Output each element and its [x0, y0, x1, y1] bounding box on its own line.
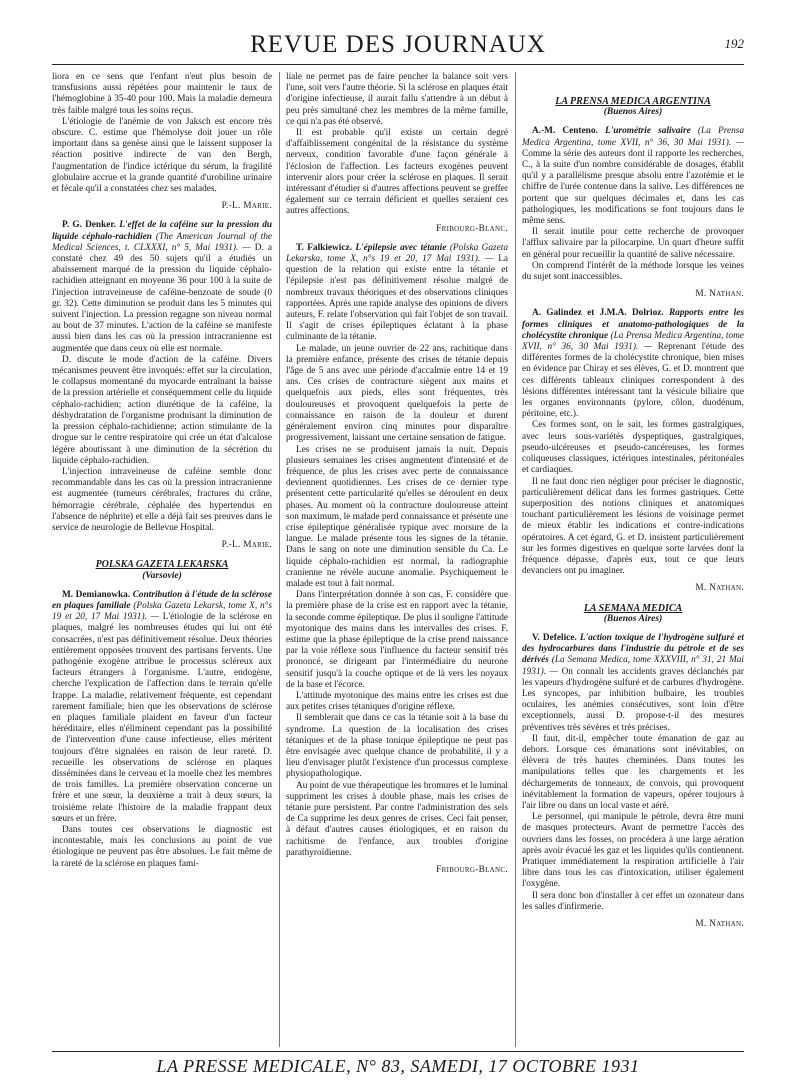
paragraph: Il faut, dit-il, empêcher toute émanation de gaz au dehors. Lorsque ces émanations sont inévitables, on élèvera de très hautes cheminées. Dans toutes les manipulations telles que les chargements et les déchargements de tonneaux, de convois, qui provoquent inévitablement la formation de vapeurs, opérer toujours à l'air libre ou dans un local vaste et aéré.: [522, 733, 744, 811]
journal-city: (Varsovie): [142, 570, 182, 581]
paragraph: On connaît les accidents graves déclanchés par les vapeurs d'hydrogène sulfuré et de carbures d'hydrogène. Les syncopes, par inhibition bulbaire, les troubles oculaires, les anémies consécutives, sont loin d'être exceptionnels, aussi D. propose-t-il des mesures préventives très sévères et très précises.: [522, 666, 745, 733]
paragraph: L'injection intraveineuse de caféine semble donc recommandable dans les cas où la pression intracranienne est augmentée (tumeurs cérébrales, fractures du crâne, hémorragie cérébrale, céphalée des hypertendus en l'absence de néphrite) et elle a déjà fait ses preuves dans le service de neurologie de Bellevue Hospital.: [52, 466, 272, 533]
paragraph: La question de la relation qui existe entre la tétanie et l'épilepsie n'est pas définitivement résolue malgré de nombreux travaux théoriques et des observations cliniques rapportées. Après une rapide analyse des opinions de divers auteurs, F. relate l'observation qui fait l'objet de son travail. Il s'agit de crises épileptiques éclatant à la phase culminante de la tétanie.: [286, 254, 509, 343]
paragraph: Il est probable qu'il existe un certain degré d'affaiblissement congénital de la résistance du système nerveux, condition favorable d'une façon générale à l'éclosion de l'affection. Les facteurs exogènes peuvent intervenir alors pour créer la sclérose en plaques. Il serait intéressant d'étudier si d'autres affections peuvent se greffer également sur ce terrain déficient et quelles seraient ces autres affections.: [286, 128, 508, 217]
column-divider: [279, 72, 280, 1047]
header-rule: [52, 64, 744, 65]
column-right: [522, 72, 744, 938]
paragraph: D. a constaté chez 49 des 50 sujets qu'il a étudiés un abaissement marqué de la pression du liquide céphalo-rachidien atteignant en moyenne 36 pour 100 à la suite de l'injection intraveineuse de caféine-benzoate de soude (0 gr. 32). Cette diminution se produit dans les 5 minutes qui suivent l'injection. La pression regagne son niveau normal au bout de 37 minutes. L'action de la caféine se manifeste aussi bien dans les cas où la pression intracranienne est augmentée que dans ceux où elle est normale.: [52, 242, 272, 354]
journal-heading: LA PRENSA MEDICA ARGENTINA: [555, 96, 711, 107]
paragraph: D. discute le mode d'action de la caféine. Divers mécanismes peuvent être invoqués: effet sur la circulation, le collapsus momentané du myocarde entraînant la baisse de la pression artérielle et conséquemment celle du liquide céphalo-rachidien; action diurétique de la caféine, la déshydratation de l'organisme produisant la diminution de la pression céphalo-rachidienne; action stimulante de la drogue sur le centre respiratoire qui crée un état d'alcalose légère aboutissant à une diminution de la sécrétion du liquide céphalo-rachidien.: [52, 354, 272, 466]
paragraph: Reprenant l'étude des différentes formes de la cholécystite chronique, bien mises en évidence par Chiray et ses élèves, G. et D. montrent que ces différents tableaux cliniques correspondent à des lésions différentes intéressant tant la vésicule biliaire que les organes environnants (pylore, côlon, duodénum, péritoine, etc.).: [522, 342, 744, 420]
page-number: 192: [724, 36, 744, 51]
paragraph: L'étiologie de l'anémie de von Jaksch est encore très obscure. C. estime que l'hémolyse doit jouer un rôle important dans sa genèse ainsi que le laissent supposer la réaction positive indirecte de van den Bergh, l'augmentation de l'indice ictérique du sérum, la fragilité globulaire accrue et la grande quantité d'urobiline urinaire et fécale qu'il a constatées chez ses malades.: [52, 116, 272, 195]
author-signature: M. Nathan.: [695, 289, 744, 300]
article-falkiewicz: [286, 243, 508, 876]
paragraph: liora en ce sens que l'enfant n'eut plus besoin de transfusions aussi répétées pour maintenir le taux de l'hémoglobine à 35-40 pour 100. Mais la maladie demeura très faible malgré tous les soins reçus.: [52, 72, 272, 116]
article-denker: [52, 220, 272, 551]
paragraph: Dans l'interprétation donnée à son cas, F. considère que la première phase de la crise est en rapport avec la tétanie, la seconde comme épileptique. De plus il souligne l'attitude myotonique des mains dans les intervalles des crises. F. estime que la phase épileptique de la crise prend naissance par la voie réflexe sous l'influence du facteur sensitif très prononcé, se dirigeant par l'intermédiaire du neurone sensitif jusqu'à la couche optique et de là vers les noyaux de la base et l'écorce.: [286, 590, 508, 690]
article-heading: [522, 126, 744, 227]
column-divider: [515, 72, 516, 1047]
article-title: L'urométrie salivaire: [605, 126, 691, 137]
article-reference: (Polska Gazeta Lekarsk, tome X, n°s 19 et 20, 17 Mai 1931). —: [52, 600, 272, 623]
article-heading: [522, 633, 744, 734]
journal-section-title: REVUE DES JOURNAUX: [250, 31, 546, 58]
paragraph: Il sera donc bon d'installer à cet effet un ozonateur dans les salles d'infirmerie.: [522, 890, 744, 912]
article-title: L'effet de la caféine sur la pression du liquide céphalo-rachidien: [52, 220, 273, 242]
author-signature: M. Nathan.: [695, 919, 744, 930]
paragraph: liale ne permet pas de faire pencher la balance soit vers l'une, soit vers l'autre théorie. Si la sclérose en plaques était d'origine infectieuse, il aurait fallu s'attendre à un début à peu près simultané chez les membres de la même famille, ce qui n'a pas été observé.: [286, 72, 508, 127]
article-heading: [52, 220, 272, 354]
article-reference: (Polska Gazeta Lekarska, tome X, n°s 19 et 20, 17 Mai 1931). —: [286, 242, 508, 265]
paragraph: Ces formes sont, on le sait, les formes gastralgiques, avec leurs sous-variétés dyspeptiques, gastralgiques, pseudo-ulcéreuses et pseudo-cancéreuses, les formes coliqueuses classiques, ictériques intestinales, péritonéales et cardiaques.: [522, 420, 744, 476]
article-author: V. Defelice.: [532, 632, 577, 643]
journal-heading: POLSKA GAZETA LEKARSKA: [95, 559, 229, 571]
article-title: L'action toxique de l'hydrogène sulfuré et des hydrocarbures dans l'industrie du pétrole et de ses dérivés: [522, 632, 744, 666]
paragraph: Le malade, un jeune ouvrier de 22 ans, rachitique dans la première enfance, présente des crises de tétanie depuis l'âge de 5 ans avec une période d'accalmie entre 14 et 19 ans. Ces crises de contracture siègent aux mains et quelquefois aux pieds, elles sont fréquentes, très douloureuses et provoquent quelquefois la perte de connaissance en raison de la douleur et durent généralement environ cinq minutes pour disparaître progressivement, laissant une certaine sensation de fatigue.: [286, 343, 508, 444]
paragraph: Il semblerait que dans ce cas la tétanie soit à la base du syndrome. La question de la localisation des crises tétaniques et de la phase tonique épileptique ne peut pas être envisagée avec quelque chance de probabilité, il y a lieu d'envisager plutôt l'existence d'un processus complexe physiopathologique.: [286, 713, 508, 780]
journal-city: (Buenos Aires): [603, 107, 663, 118]
article-reference: (La Semana Medica, tome XXXVIII, n° 31, 21 Mai 1931). —: [522, 655, 744, 677]
paragraph: Dans toutes ces observations le diagnostic est incontestable, mais les conclusions au point de vue étiologique ne peuvent pas être absolues. Le fait même de la rareté de la sclérose en plaques fami-: [52, 825, 272, 869]
article-title: L'épilepsie avec tétanie: [355, 242, 447, 253]
author-signature: P.-L. Marie.: [221, 201, 272, 212]
page-header: [52, 30, 744, 62]
paragraph: Au point de vue thérapeutique les bromures et le luminal suppriment les crises à double phase, mais les crises de tétanie pure persistent. Par contre l'administration des sels de Ca supprime les deux genres de crises. Ceci fait penser, à défaut d'autres causes étiologiques, et en raison du rachitisme de l'enfance, aux troubles d'origine parathyroïdienne.: [286, 780, 508, 858]
column-middle: [286, 72, 508, 884]
author-signature: Fribourg-Blanc.: [436, 865, 508, 876]
paragraph: Le personnel, qui manipule le pétrole, devra être muni de masques protecteurs. Avant de permettre l'accès des ouvriers dans les fosses, on procédera à une large aération après avoir évacué les gaz et les liquides qu'ils contiennent. Pratiquer immédiatement la respiration artificielle à l'air libre dans tous les cas d'intoxication, utiliser également l'oxygène.: [522, 812, 744, 890]
article-heading: [286, 243, 508, 344]
article-author: M. Demianowka.: [62, 589, 131, 600]
article-heading: [522, 308, 744, 420]
paragraph: Les crises ne se produisent jamais la nuit. Depuis plusieurs semaines les crises augmentent d'intensité et de fréquence, de plus les crises avec perte de connaissance deviennent quotidiennes. Les crises de ce dernier type présentent cette particularité qu'elles se déroulent en deux phases. Au moment où la contracture douloureuse atteint son maximum, le malade perd connaissance et présente une crise épileptique généralisée typique avec morsure de la langue. Le malade présente tous les signes de la tétanie. Dans le sang on note une diminution sensible du Ca. Le liquide céphalo-rachidien est normal, la radiographie cranienne ne révèle aucune anomalie. Psychiquement le malade est tout à fait normal.: [286, 444, 508, 589]
article-demianowka: [52, 590, 272, 870]
article-author: T. Falkiewicz.: [296, 242, 352, 253]
author-signature: Fribourg-Blanc.: [436, 223, 508, 234]
article-author: A.-M. Centeno.: [532, 126, 598, 137]
article-title: Contribution à l'étude de la sclérose en plaques familiale: [52, 589, 273, 611]
article-reference: (The American Journal of the Medical Sciences, t. CLXXXI, n° 5, Mai 1931). —: [52, 231, 273, 253]
article-centeno: [522, 126, 744, 300]
paragraph: On comprend l'intérêt de la méthode lorsque les veines du sujet sont inaccessibles.: [522, 260, 744, 283]
paragraph: Il ne faut donc rien négliger pour préciser le diagnostic, particulièrement délicat dans les formes gastriques. Cette superposition des notions cliniques et anatomiques touchant particulièrement les lésions de voisinage permet de mieux établir les indications et contre-indications opératoires. A cet égard, G. et D. insistent particulièrement sur les formes digestives en quelque sorte larvées dont la fréquence dépasse, d'après eux, tout ce que leurs devanciers ont pu imaginer.: [522, 476, 744, 577]
article-author: A. Galindez et J.M.A. Dolrioz.: [532, 308, 664, 319]
article-author: P. G. Denker.: [62, 220, 116, 231]
paragraph: Comme la série des auteurs dont il rapporte les recherches, C., à la suite d'un nombre considérable de dosages, établit qu'il y a parallélisme presque absolu entre l'azotémie et le chiffre de l'urée contenue dans la salive. Les différences ne portent que sur quelques décimales et, dans les cas pathologiques, les modifications se font toujours dans le même sens.: [522, 148, 744, 227]
page-footer: LA PRESSE MEDICALE, N° 83, SAMEDI, 17 OCTOBRE 1931: [156, 1056, 640, 1076]
journal-heading: LA SEMANA MEDICA: [583, 602, 683, 614]
journal-city: (Buenos Aires): [603, 613, 663, 624]
article-defelice: [522, 633, 744, 930]
article-reference: (La Prensa Medica Argentina, tome XVII, n° 36, 30 Mai 1931). —: [522, 330, 744, 353]
footer-rule: [52, 1051, 744, 1052]
paragraph: L'attitude myotonique des mains entre les crises est due aux petites crises tétaniques d'origine réflexe.: [286, 690, 508, 713]
article-galindez-dolrioz: [522, 308, 744, 594]
article-reference: (La Prensa Medica Argentina, tome XVII, n° 36, 30 Mai 1931). —: [522, 126, 745, 148]
paragraph: Il serait inutile pour cette recherche de provoquer l'afflux salivaire par la pilocarpine. Un quart d'heure suffit en général pour recueillir la quantité de salive nécessaire.: [522, 227, 744, 260]
article-title: Rapports entre les formes cliniques et anatomo-pathologiques de la cholécystite chronique: [522, 308, 745, 341]
article-heading: [52, 590, 272, 825]
author-signature: P.-L. Marie.: [221, 540, 272, 551]
paragraph: L'étiologie de la sclérose en plaques, malgré les nombreuses études qui lui ont été consacrées, n'est pas définitivement résolue. Deux théories entièrement opposées trouvent des partisans fervents. Une pathogénie exogène attribue le processus scléreux aux facteurs étrangers à l'organisme. L'autre, endogène, cherche l'explication de l'affection dans le terrain qu'elle frappe. La maladie, relativement fréquente, est cependant rarement familiale; bien que les observations de sclérose en plaques familiale plaident en faveur d'un facteur héréditaire, elles n'éliminent cependant pas la possibilité de l'intervention d'une cause infectieuse, elles méritent toujours d'être signalées en raison de leur rareté. D. recueille les observations de sclérose en plaques disséminées dans le cerveau et la moelle chez les membres de trois familles. La première observation concerne un frère et une sœur, la deuxième a trait à deux sœurs, la troisième relate l'histoire de la maladie frappant deux sœurs et un frère.: [52, 612, 272, 824]
column-left: [52, 72, 272, 870]
author-signature: M. Nathan.: [695, 583, 744, 594]
